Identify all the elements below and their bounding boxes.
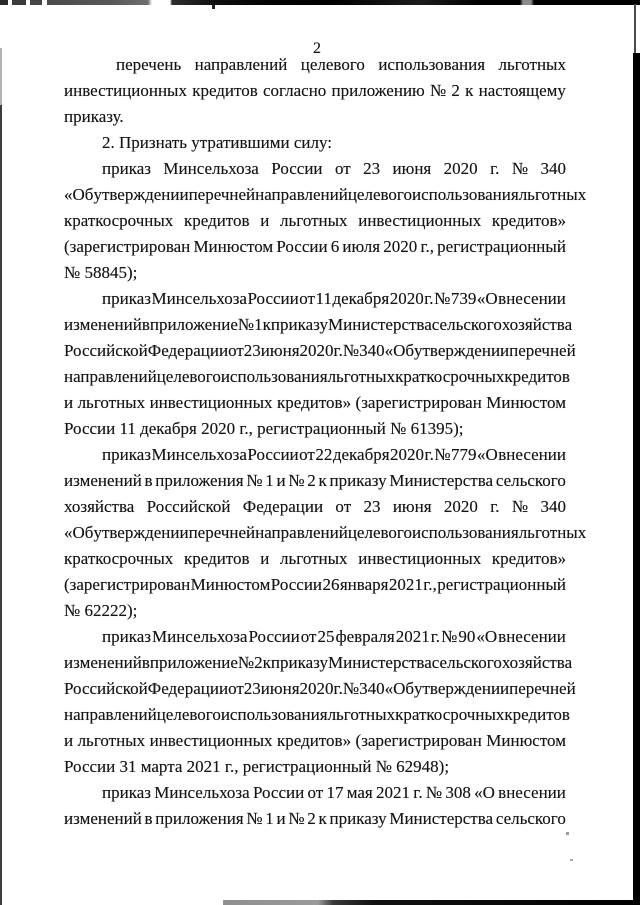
scan-speck	[570, 859, 573, 861]
paragraph	[64, 130, 566, 156]
paragraph	[64, 52, 566, 130]
text-line: приказу.	[64, 107, 124, 126]
text-line: приказ Минсельхоза России от 25 февраля 2021 г. № 90 «О внесении	[102, 627, 566, 646]
text-line: и льготных инвестиционных кредитов» (зарегистрирован Минюстом	[64, 393, 566, 412]
text-line: Российской Федерации от 23 июня 2020 г. № 340 «Об утверждении перечней	[64, 679, 576, 698]
text-line: № 62222);	[64, 601, 138, 620]
scan-edge-right	[633, 53, 640, 905]
scan-edge-top	[0, 0, 640, 5]
text-line: изменений в приложения № 1 и № 2 к приказу Министерства сельского	[64, 809, 566, 828]
scan-edge-bottom	[223, 900, 640, 905]
text-line: «Об утверждении перечней направлений целевого использования льготных	[64, 185, 587, 204]
text-line: хозяйства Российской Федерации от 23 июня 2020 г. № 340	[64, 497, 566, 516]
text-line: краткосрочных кредитов и льготных инвестиционных кредитов»	[64, 211, 566, 230]
text-line: 2. Признать утратившими силу:	[102, 133, 332, 152]
text-line: № 58845);	[64, 263, 138, 282]
text-line: направлений целевого использования льготных краткосрочных кредитов	[64, 367, 570, 386]
scan-edge-right-thin	[634, 4, 636, 53]
paragraph	[64, 442, 587, 624]
text-line: (зарегистрирован Минюстом России 26 января 2021 г., регистрационный	[64, 575, 566, 594]
text-line: приказ Минсельхоза России от 22 декабря 2020 г. № 779 «О внесении	[102, 445, 566, 464]
text-line: и льготных инвестиционных кредитов» (зарегистрирован Минюстом	[64, 731, 566, 750]
document-body	[64, 52, 587, 832]
text-line: «Об утверждении перечней направлений целевого использования льготных	[64, 523, 587, 542]
text-line: изменений в приложение № 1 к приказу Министерства сельского хозяйства	[64, 315, 573, 334]
text-line: изменений в приложения № 1 и № 2 к приказу Министерства сельского	[64, 471, 566, 490]
scan-edge-left-dark	[0, 105, 2, 905]
text-line: изменений в приложение № 2 к приказу Министерства сельского хозяйства	[64, 653, 573, 672]
text-line: России 31 марта 2021 г., регистрационный № 62948);	[64, 757, 450, 776]
text-line: приказ Минсельхоза России от 11 декабря 2020 г. № 739 «О внесении	[102, 289, 566, 308]
text-line: России 11 декабря 2020 г., регистрационный № 61395);	[64, 419, 464, 438]
text-line: приказ Минсельхоза России от 23 июня 2020 г. № 340	[102, 159, 566, 178]
paragraph	[64, 286, 576, 442]
paragraph	[64, 624, 576, 780]
text-line: инвестиционных кредитов согласно приложению № 2 к настоящему	[64, 81, 566, 100]
scan-speck	[566, 832, 569, 835]
text-line: приказ Минсельхоза России от 17 мая 2021 г. № 308 «О внесении	[102, 783, 566, 802]
text-line: (зарегистрирован Минюстом России 6 июля 2020 г., регистрационный	[64, 237, 566, 256]
text-line: краткосрочных кредитов и льготных инвестиционных кредитов»	[64, 549, 566, 568]
paragraph	[64, 780, 566, 832]
text-line: направлений целевого использования льготных краткосрочных кредитов	[64, 705, 570, 724]
scan-artifact-tick	[212, 5, 215, 9]
text-line: перечень направлений целевого использования льготных	[116, 55, 566, 74]
page-number: 2	[313, 40, 321, 57]
text-line: Российской Федерации от 23 июня 2020 г. № 340 «Об утверждении перечней	[64, 341, 576, 360]
paragraph	[64, 156, 587, 286]
